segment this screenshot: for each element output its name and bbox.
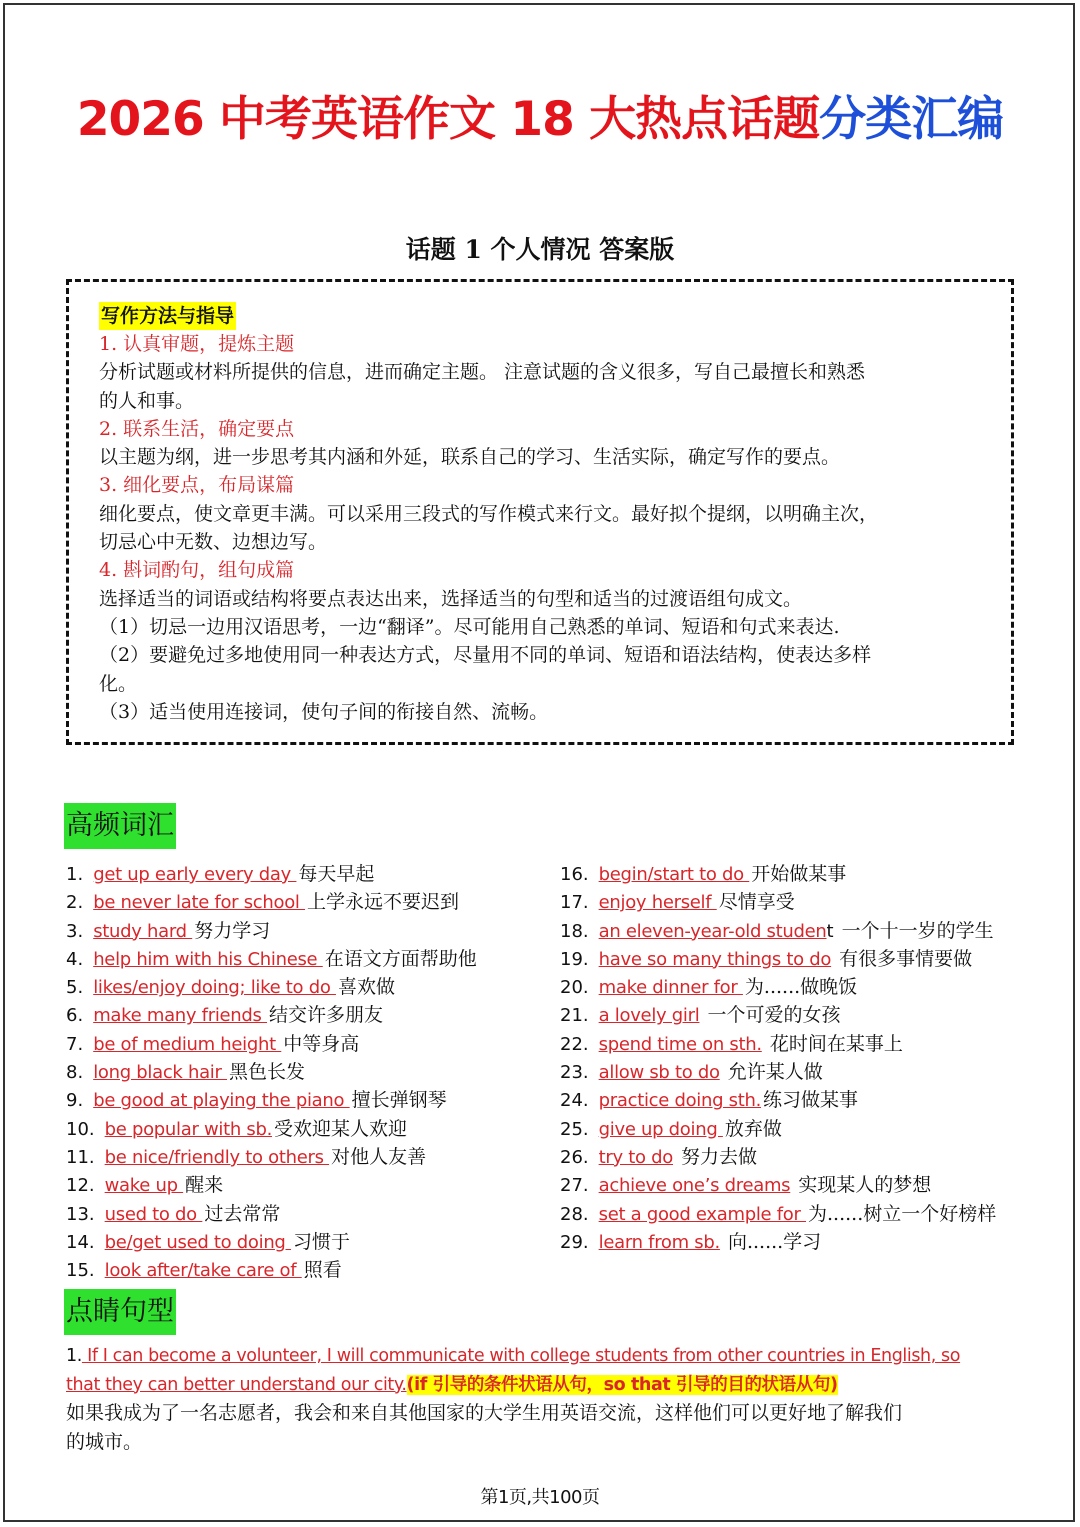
guide-text-line: 选择适当的词语或结构将要点表达出来，选择适当的句型和适当的过渡语组句成文。 [99, 587, 803, 610]
vocab-number: 18. [560, 920, 589, 942]
writing-guide-box [66, 279, 1014, 745]
title-part-2: 分类汇编 [819, 92, 1004, 147]
vocab-number: 11. [66, 1146, 95, 1168]
vocab-number: 27. [560, 1175, 589, 1197]
vocab-item [66, 945, 477, 973]
vocab-number: 25. [560, 1118, 589, 1140]
vocab-number: 9. [66, 1090, 84, 1112]
document-title [0, 82, 1080, 149]
guide-text-line: （2）要避免过多地使用同一种表达方式，尽量用不同的单词、短语和语法结构，使表达多样 [99, 644, 872, 667]
guide-text-line: （1）切忌一边用汉语思考，一边“翻译”。尽可能用自己熟悉的单词、短语和句式来表达. [99, 615, 840, 638]
vocab-english: look after/take care of [104, 1260, 302, 1282]
sentence-english-line-1 [66, 1342, 1016, 1371]
guide-text-line: 的人和事。 [99, 389, 195, 412]
vocab-english: be good at playing the piano [93, 1090, 350, 1112]
vocab-chinese: 为......做晚饭 [744, 976, 858, 999]
vocab-number: 3. [66, 920, 84, 942]
vocab-chinese: 结交许多朋友 [269, 1004, 384, 1027]
vocab-english: learn from sb. [598, 1231, 720, 1253]
vocab-number: 7. [66, 1033, 84, 1055]
vocab-item [560, 1086, 996, 1114]
vocab-english: wake up [104, 1175, 184, 1197]
sentence-chinese-line-1: 如果我成为了一名志愿者，我会和来自其他国家的大学生用英语交流，这样他们可以更好地了解我们 [66, 1402, 903, 1424]
guide-text-line: 切忌心中无数、边想边写。 [99, 531, 328, 554]
sentence-number: 1. [66, 1346, 82, 1366]
vocab-item [66, 1256, 477, 1284]
vocab-item [66, 1171, 477, 1199]
vocab-chinese: 努力去做 [675, 1145, 758, 1168]
vocab-item [560, 1058, 996, 1086]
vocab-item [66, 1001, 477, 1029]
vocab-chinese: 受欢迎某人欢迎 [274, 1117, 408, 1140]
vocab-item [66, 1086, 477, 1114]
vocab-chinese: 黑色长发 [229, 1061, 306, 1084]
vocab-number: 23. [560, 1062, 589, 1084]
vocab-chinese: 为......树立一个好榜样 [808, 1202, 997, 1225]
vocab-item [66, 1030, 477, 1058]
vocab-item [560, 1200, 996, 1228]
vocab-item [66, 973, 477, 1001]
vocab-english: a lovely girl [598, 1005, 700, 1027]
topic-title: 话题 1 个人情况 答案版 [405, 235, 675, 264]
vocab-item [560, 1143, 996, 1171]
vocab-item [66, 860, 477, 888]
vocab-number: 17. [560, 892, 589, 914]
vocab-english: give up doing [598, 1118, 723, 1140]
sentence-english-part-2: that they can better understand our city. [66, 1374, 407, 1395]
vocab-number: 19. [560, 948, 589, 970]
vocab-english: be never late for school [93, 892, 306, 914]
vocab-chinese: 中等身高 [283, 1032, 360, 1055]
vocab-chinese: 上学永远不要迟到 [307, 891, 460, 914]
vocab-item [66, 1228, 477, 1256]
vocab-chinese: 向......学习 [721, 1230, 822, 1253]
vocab-chinese: 放弃做 [724, 1117, 782, 1140]
vocab-english: spend time on sth. [598, 1033, 762, 1055]
vocab-english: long black hair [93, 1062, 228, 1084]
vocab-list-left [66, 860, 477, 1284]
vocab-english: an eleven-year-old studen [598, 920, 827, 942]
vocab-number: 22. [560, 1033, 589, 1055]
title-part-1: 2026 中考英语作文 18 大热点话题 [76, 92, 820, 147]
vocab-number: 2. [66, 892, 84, 914]
sentence-english-part-1: If I can become a volunteer, I will communicate with college students from other countries in English, so [81, 1346, 961, 1366]
vocab-chinese: 实现某人的梦想 [792, 1174, 932, 1197]
vocab-number: 5. [66, 977, 84, 999]
guide-step-heading: 2. 联系生活，确定要点 [99, 417, 295, 440]
vocab-chinese: 对他人友善 [331, 1145, 427, 1168]
vocab-english: be/get used to doing [104, 1231, 291, 1253]
sentence-list [66, 1342, 1016, 1456]
vocab-chinese: 一个可爱的女孩 [701, 1004, 841, 1027]
vocab-item [560, 860, 996, 888]
vocab-item [560, 1115, 996, 1143]
vocab-english: allow sb to do [598, 1062, 720, 1084]
vocab-number: 6. [66, 1005, 84, 1027]
vocab-number: 12. [66, 1175, 95, 1197]
vocab-english: likes/enjoy doing; like to do [93, 977, 336, 999]
vocab-number: 4. [66, 948, 84, 970]
guide-text-line: 分析试题或材料所提供的信息，进而确定主题。 注意试题的含义很多，写自己最擅长和熟悉 [99, 361, 866, 384]
vocab-chinese: 练习做某事 [763, 1089, 859, 1112]
vocab-chinese: 每天早起 [298, 863, 375, 885]
vocab-chinese: 开始做某事 [751, 863, 847, 885]
vocab-chinese: 有很多事情要做 [833, 947, 973, 970]
vocab-item [560, 1030, 996, 1058]
guide-text-line: 化。 [99, 672, 138, 695]
vocab-english: try to do [598, 1146, 674, 1168]
vocab-number: 21. [560, 1005, 589, 1027]
vocab-item [66, 1143, 477, 1171]
guide-text-line: （3）适当使用连接词，使句子间的衔接自然、流畅。 [99, 700, 549, 723]
guide-step-heading: 3. 细化要点，布局谋篇 [99, 474, 295, 497]
vocab-english: get up early every day [93, 864, 297, 885]
vocab-english: help him with his Chinese [93, 948, 323, 970]
vocab-number: 10. [66, 1118, 95, 1140]
vocab-number: 1. [66, 864, 84, 885]
sentence-chinese-line-2: 的城市。 [66, 1430, 143, 1453]
vocab-english: set a good example for [598, 1203, 806, 1225]
vocab-chinese: 在语文方面帮助他 [324, 947, 477, 970]
vocab-number: 20. [560, 977, 589, 999]
vocab-english: used to do [104, 1203, 203, 1225]
sentence-english-line-2 [66, 1371, 1016, 1400]
writing-guide-lines [99, 330, 984, 726]
vocab-english: be popular with sb. [104, 1118, 273, 1140]
vocab-number: 24. [560, 1090, 589, 1112]
vocab-number: 26. [560, 1146, 589, 1168]
vocab-english: be nice/friendly to others [104, 1146, 330, 1168]
vocab-english: make dinner for [598, 977, 743, 999]
vocab-english: study hard [93, 920, 193, 942]
vocab-english: be of medium height [93, 1033, 282, 1055]
vocab-item [560, 1171, 996, 1199]
page-number: 第1页,共100页 [480, 1487, 600, 1508]
guide-step-heading: 1. 认真审题，提炼主题 [99, 333, 295, 355]
guide-text-line: 以主题为纲，进一步思考其内涵和外延，联系自己的学习、生活实际，确定写作的要点。 [99, 446, 841, 469]
vocab-item [560, 1228, 996, 1256]
vocab-chinese: 尽情享受 [718, 891, 795, 914]
vocab-english: begin/start to do [598, 864, 750, 885]
vocab-number: 15. [66, 1260, 95, 1282]
vocab-item [560, 973, 996, 1001]
vocab-chinese: 喜欢做 [337, 976, 395, 999]
vocab-english: enjoy herself [598, 892, 717, 914]
vocab-chinese: 花时间在某事上 [763, 1032, 903, 1055]
vocab-english-tail: t [826, 920, 834, 942]
vocab-english: practice doing sth. [598, 1090, 762, 1112]
vocab-item [560, 1001, 996, 1029]
vocab-item [66, 888, 477, 916]
vocab-item [560, 888, 996, 916]
vocab-chinese: 允许某人做 [721, 1061, 823, 1084]
vocab-english: achieve one’s dreams [598, 1175, 791, 1197]
vocab-chinese: 擅长弹钢琴 [351, 1089, 447, 1112]
vocab-english: have so many things to do [598, 948, 832, 970]
vocab-item [66, 1058, 477, 1086]
vocab-chinese: 过去常常 [204, 1202, 281, 1225]
vocab-number: 14. [66, 1231, 95, 1253]
vocab-number: 16. [560, 864, 589, 885]
vocab-item [66, 1115, 477, 1143]
sentences-heading: 点睛句型 [64, 1289, 176, 1335]
vocab-english: make many friends [93, 1005, 268, 1027]
vocab-number: 29. [560, 1231, 589, 1253]
vocab-number: 28. [560, 1203, 589, 1225]
vocab-chinese: 习惯于 [292, 1230, 350, 1253]
vocab-item [560, 945, 996, 973]
vocab-list-right [560, 860, 996, 1256]
vocab-item [66, 917, 477, 945]
vocab-item [66, 1200, 477, 1228]
vocab-item [560, 917, 996, 945]
vocab-heading: 高频词汇 [64, 803, 176, 849]
vocab-number: 13. [66, 1203, 95, 1225]
writing-guide-content [99, 302, 984, 726]
vocab-chinese: 醒来 [185, 1174, 224, 1197]
vocab-chinese: 照看 [303, 1259, 342, 1282]
vocab-chinese: 一个十一岁的学生 [835, 919, 994, 942]
sentence-grammar-note: (if 引导的条件状语从句，so that 引导的目的状语从句) [406, 1374, 838, 1395]
guide-step-heading: 4. 斟词酌句，组句成篇 [99, 559, 295, 582]
vocab-chinese: 努力学习 [194, 919, 271, 942]
vocab-number: 8. [66, 1062, 84, 1084]
writing-guide-heading: 写作方法与指导 [99, 302, 236, 330]
guide-text-line: 细化要点，使文章更丰满。可以采用三段式的写作模式来行文。最好拟个提纲，以明确主次， [99, 502, 879, 525]
